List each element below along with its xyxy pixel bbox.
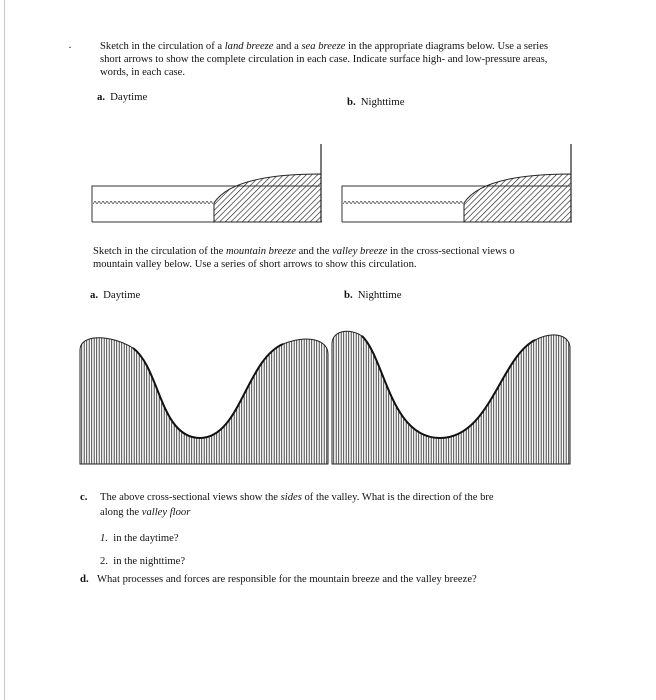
land-breeze-nighttime-diagram: [336, 140, 580, 226]
section2-instructions-line2: mountain valley below. Use a series of short arrows to show this circulation.: [93, 259, 417, 270]
question-d-text: What processes and forces are responsible for the mountain breeze and the valley breeze?: [97, 574, 477, 585]
section2-instructions-line1: Sketch in the circulation of the mountain breeze and the valley breeze in the cross-sectional views o: [93, 246, 515, 257]
question-d-letter: d.: [80, 573, 89, 585]
section1-label-daytime: a. Daytime: [97, 91, 148, 103]
bullet-mark: ·: [68, 40, 72, 54]
section1-label-nighttime: b. Nighttime: [347, 96, 405, 108]
section1-instructions-line3: words, in each case.: [100, 67, 186, 78]
section2-label-nighttime: b. Nighttime: [344, 289, 402, 301]
sea-breeze-daytime-diagram: [86, 140, 330, 226]
question-c-line1: The above cross-sectional views show the sides of the valley. What is the direction of the bre: [100, 492, 494, 503]
section1-instructions-line2: short arrows to show the complete circulation in each case. Indicate surface high- and low-pressure areas,: [100, 54, 548, 65]
mountain-valley-nighttime-diagram: [330, 328, 574, 466]
mountain-valley-daytime-diagram: [78, 330, 330, 466]
section1-instructions-line1: Sketch in the circulation of a land breeze and a sea breeze in the appropriate diagrams below. Use a series: [100, 41, 549, 52]
question-c-line2: along the valley floor: [100, 507, 191, 518]
section2-label-daytime: a. Daytime: [90, 289, 141, 301]
question-c-letter: c.: [80, 491, 88, 503]
question-c2: 2. in the nighttime?: [100, 556, 186, 567]
page-edge-line: [4, 0, 5, 700]
question-c1: 1. in the daytime?: [100, 533, 179, 544]
